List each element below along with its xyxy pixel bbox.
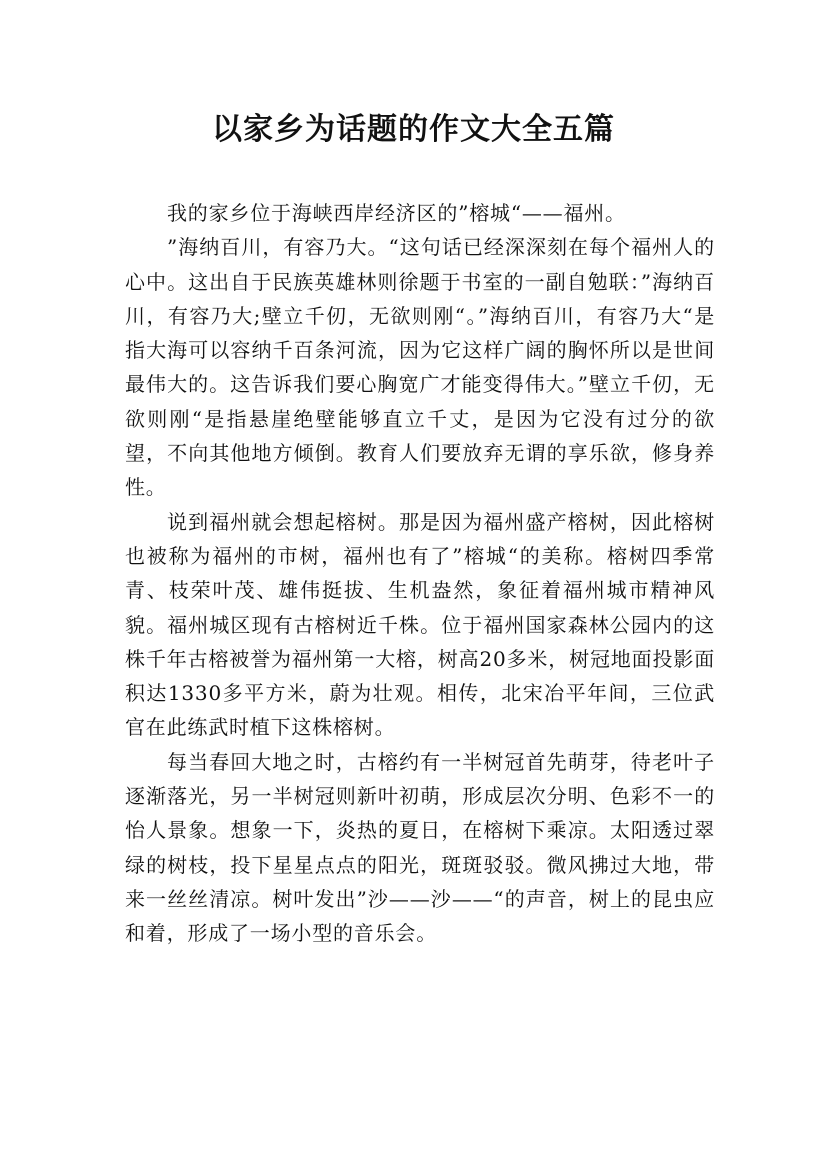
document-body	[125, 196, 715, 951]
paragraph: ”海纳百川，有容乃大。“这句话已经深深刻在每个福州人的心中。这出自于民族英雄林则徐题于书室的一副自勉联：”海纳百川，有容乃大;壁立千仞，无欲则刚“。”海纳百川，有容乃大“是指大海可以容纳千百条河流，因为它这样广阔的胸怀所以是世间最伟大的。这告诉我们要心胸宽广才能变得伟大。”壁立千仞，无欲则刚“是指悬崖绝壁能够直立千丈，是因为它没有过分的欲望，不向其他地方倾倒。教育人们要放弃无谓的享乐欲，修身养性。	[125, 235, 715, 500]
paragraph: 我的家乡位于海峡西岸经济区的”榕城“——福州。	[167, 201, 626, 225]
paragraph: 说到福州就会想起榕树。那是因为福州盛产榕树，因此榕树也被称为福州的市树，福州也有了”榕城“的美称。榕树四季常青、枝荣叶茂、雄伟挺拔、生机盎然，象征着福州城市精神风貌。福州城区现有古榕树近千株。位于福州国家森林公园内的这株千年古榕被誉为福州第一大榕，树高20多米，树冠地面投影面积达1330多平方米，蔚为壮观。相传，北宋冶平年间，三位武官在此练武时植下这株榕树。	[125, 509, 715, 740]
paragraph: 每当春回大地之时，古榕约有一半树冠首先萌芽，待老叶子逐渐落光，另一半树冠则新叶初萌，形成层次分明、色彩不一的怡人景象。想象一下，炎热的夏日，在榕树下乘凉。太阳透过翠绿的树枝，投下星星点点的阳光，斑斑驳驳。微风拂过大地，带来一丝丝清凉。树叶发出”沙——沙——“的声音，树上的昆虫应和着，形成了一场小型的音乐会。	[125, 749, 715, 946]
document-title: 以家乡为话题的作文大全五篇	[212, 112, 615, 147]
